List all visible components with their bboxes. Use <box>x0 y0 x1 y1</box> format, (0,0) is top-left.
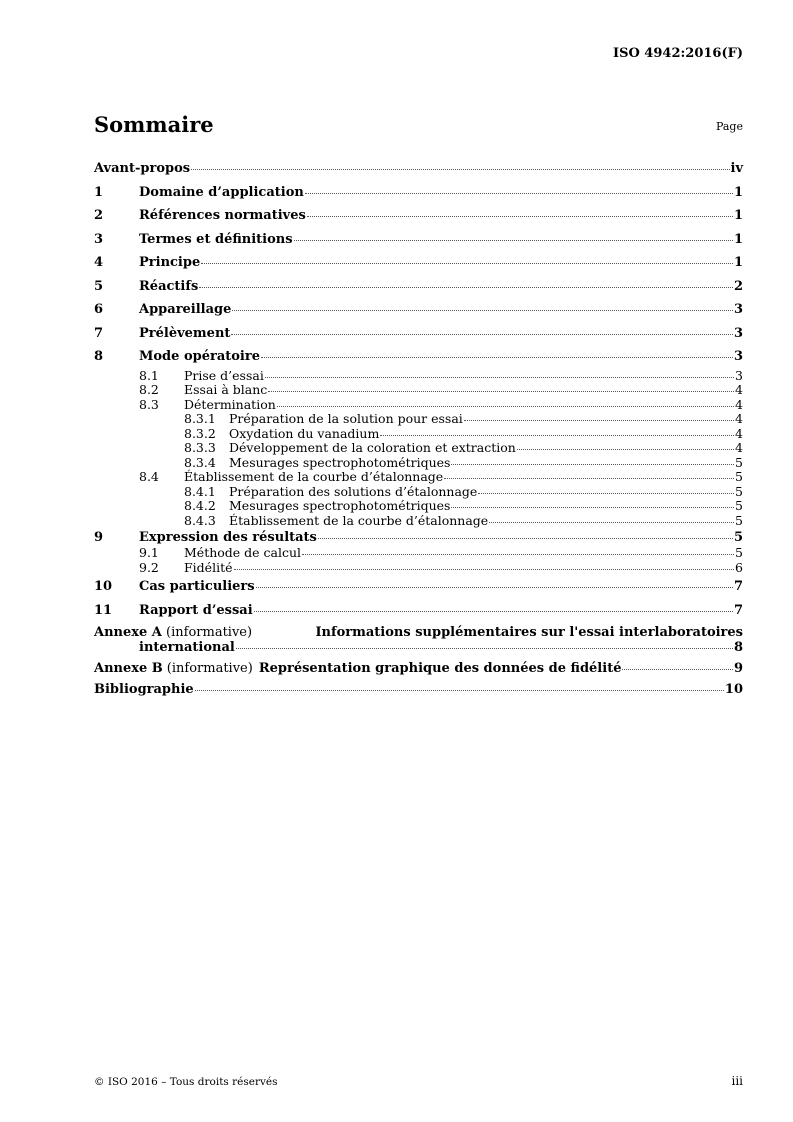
document-reference: ISO 4942:2016(F) <box>612 46 743 61</box>
toc-label: Expression des résultats <box>139 530 317 545</box>
toc-number: 8.3.3 <box>184 440 216 455</box>
toc-number: 1 <box>94 184 104 200</box>
toc-number: 8.3.1 <box>184 411 216 426</box>
toc-label: Méthode de calcul <box>184 545 302 560</box>
annex-b-prefix: Annexe B <box>94 661 163 676</box>
annex-a-line-1 <box>94 625 743 640</box>
dot-leader <box>307 216 733 217</box>
toc-number: 7 <box>94 325 104 341</box>
dot-leader <box>191 169 729 170</box>
dot-leader <box>232 310 733 311</box>
toc-entry-8[interactable] <box>94 345 743 369</box>
toc-entry-8-3-3[interactable] <box>94 441 743 456</box>
toc-page: 2 <box>733 278 743 294</box>
toc-page: 1 <box>733 255 743 270</box>
dot-leader <box>451 464 734 465</box>
toc-page: 3 <box>733 302 743 317</box>
toc-label: Réactifs <box>139 278 199 294</box>
toc-number: 9 <box>94 530 104 545</box>
toc-number: 11 <box>94 602 113 618</box>
dot-leader <box>277 406 734 407</box>
toc-entry-11[interactable] <box>94 599 743 623</box>
page-column-label: Page <box>715 120 743 133</box>
toc-page: 3 <box>733 349 743 364</box>
toc-entry-annex-a[interactable] <box>94 625 743 655</box>
dot-leader <box>201 263 733 264</box>
toc-label: Rapport d’essai <box>139 602 253 618</box>
table-of-contents <box>94 157 743 700</box>
toc-label: Appareillage <box>139 302 232 317</box>
toc-entry-8-3-2[interactable] <box>94 427 743 442</box>
annex-a-prefix: Annexe A <box>94 625 162 640</box>
dot-leader <box>464 420 734 421</box>
dot-leader <box>478 493 734 494</box>
dot-leader <box>265 377 734 378</box>
toc-page: 5 <box>735 545 743 560</box>
toc-label: Établissement de la courbe d’étalonnage <box>184 469 444 484</box>
dot-leader <box>380 435 734 436</box>
toc-entry-8-3-1[interactable] <box>94 412 743 427</box>
toc-label: Mesurages spectrophotométriques <box>229 498 451 513</box>
dot-leader <box>195 690 724 691</box>
annex-a-title-line-2: international <box>139 640 235 655</box>
toc-label: Termes et définitions <box>139 231 293 247</box>
toc-page: 6 <box>735 559 743 575</box>
toc-entry-8-4[interactable] <box>94 470 743 485</box>
page-number: iii <box>731 1074 743 1088</box>
toc-number: 2 <box>94 208 104 223</box>
toc-entry-1[interactable] <box>94 181 743 205</box>
toc-entry-7[interactable] <box>94 322 743 346</box>
toc-label: Références normatives <box>139 208 306 223</box>
toc-entry-8-1[interactable] <box>94 369 743 384</box>
toc-entry-4[interactable] <box>94 251 743 275</box>
toc-page: 9 <box>733 661 743 676</box>
copyright-notice: © ISO 2016 – Tous droits réservés <box>94 1076 278 1088</box>
toc-entry-8-4-3[interactable] <box>94 514 743 529</box>
toc-number: 8 <box>94 349 104 364</box>
toc-label: Prélèvement <box>139 325 231 341</box>
dot-leader <box>231 334 733 335</box>
toc-number: 9.1 <box>139 545 159 560</box>
toc-entry-3[interactable] <box>94 228 743 252</box>
dot-leader <box>254 611 733 612</box>
toc-entry-6[interactable] <box>94 298 743 322</box>
toc-label: Essai à blanc <box>184 382 268 397</box>
toc-number: 8.4.3 <box>184 512 216 528</box>
toc-label: Développement de la coloration et extraction <box>229 440 516 455</box>
toc-page: 10 <box>724 682 743 697</box>
toc-entry-8-3[interactable] <box>94 398 743 413</box>
toc-entry-8-4-2[interactable] <box>94 499 743 514</box>
toc-page: 7 <box>733 579 743 594</box>
dot-leader <box>489 522 734 523</box>
toc-entry-8-4-1[interactable] <box>94 485 743 500</box>
toc-label: Détermination <box>184 396 276 412</box>
toc-label: Oxydation du vanadium <box>229 425 380 441</box>
toc-label: Cas particuliers <box>139 579 255 594</box>
toc-entry-8-2[interactable] <box>94 383 743 398</box>
toc-page: 4 <box>735 440 743 455</box>
dot-leader <box>199 287 733 288</box>
annex-a-title-line-1: Informations supplémentaires sur l'essai interlaboratoires <box>315 625 743 640</box>
dot-leader <box>451 507 734 508</box>
toc-number: 8.3.4 <box>184 454 216 470</box>
annex-a-line-2 <box>94 640 743 655</box>
dot-leader <box>294 240 733 241</box>
toc-page: 5 <box>735 512 743 528</box>
toc-number: 10 <box>94 579 113 594</box>
toc-page: 5 <box>733 530 743 545</box>
page-title: Sommaire <box>94 112 214 137</box>
toc-label: Établissement de la courbe d’étalonnage <box>229 512 489 528</box>
toc-number: 4 <box>94 255 104 270</box>
toc-entry-annex-b[interactable] <box>94 657 743 680</box>
dot-leader <box>444 478 734 479</box>
toc-page: iv <box>730 161 743 176</box>
annex-a-qualifier: (informative) <box>166 625 253 640</box>
toc-number: 3 <box>94 231 104 247</box>
toc-number: 8.1 <box>139 367 159 383</box>
toc-number: 8.2 <box>139 382 159 397</box>
toc-label: Fidélité <box>184 559 233 575</box>
toc-entry-9[interactable] <box>94 530 743 546</box>
dot-leader <box>302 554 734 555</box>
toc-entry-8-3-4[interactable] <box>94 456 743 471</box>
toc-number: 8.3.2 <box>184 425 216 441</box>
toc-entry-9-2[interactable] <box>94 561 743 576</box>
toc-number: 9.2 <box>139 559 159 575</box>
toc-entry-bibliographie[interactable] <box>94 680 743 700</box>
dot-leader <box>517 449 734 450</box>
toc-page: 5 <box>735 498 743 513</box>
toc-page: 4 <box>735 411 743 426</box>
toc-label: Préparation de la solution pour essai <box>229 411 463 426</box>
toc-page: 3 <box>735 367 743 383</box>
toc-number: 5 <box>94 278 104 294</box>
toc-page: 5 <box>735 483 743 499</box>
dot-leader <box>256 587 733 588</box>
toc-page: 1 <box>733 184 743 200</box>
annex-a-heading <box>94 625 252 640</box>
dot-leader <box>261 357 733 358</box>
title-row <box>94 112 743 138</box>
toc-number: 8.4.2 <box>184 498 216 513</box>
toc-label: Bibliographie <box>94 682 194 697</box>
dot-leader <box>305 193 733 194</box>
dot-leader <box>236 648 733 649</box>
toc-label: Domaine d’application <box>139 184 304 200</box>
toc-number: 6 <box>94 302 104 317</box>
toc-label: Mesurages spectrophotométriques <box>229 454 451 470</box>
toc-page: 1 <box>733 231 743 247</box>
toc-page: 4 <box>735 396 743 412</box>
toc-page: 7 <box>733 602 743 618</box>
toc-number: 8.3 <box>139 396 159 412</box>
dot-leader <box>318 538 733 539</box>
toc-page: 4 <box>735 425 743 441</box>
toc-label: Préparation des solutions d’étalonnage <box>229 483 478 499</box>
toc-number: 8.4.1 <box>184 483 216 499</box>
annex-b-title: Représentation graphique des données de fidélité <box>258 661 622 676</box>
toc-entry-avant-propos[interactable] <box>94 157 743 181</box>
toc-label: Principe <box>139 255 201 270</box>
toc-label: Prise d’essai <box>184 367 264 383</box>
dot-leader <box>268 391 734 392</box>
toc-page: 1 <box>733 208 743 223</box>
toc-page: 4 <box>735 382 743 397</box>
toc-label: Mode opératoire <box>139 349 260 364</box>
toc-page: 5 <box>735 454 743 470</box>
toc-page: 8 <box>733 640 743 655</box>
toc-page: 5 <box>735 469 743 484</box>
toc-entry-10[interactable] <box>94 575 743 599</box>
toc-entry-9-1[interactable] <box>94 546 743 561</box>
toc-entry-2[interactable] <box>94 204 743 228</box>
dot-leader <box>622 669 732 670</box>
annex-b-qualifier: (informative) <box>166 661 253 676</box>
dot-leader <box>234 569 735 570</box>
toc-page: 3 <box>733 325 743 341</box>
toc-label: Avant-propos <box>94 161 191 176</box>
toc-entry-5[interactable] <box>94 275 743 299</box>
toc-number: 8.4 <box>139 469 159 484</box>
